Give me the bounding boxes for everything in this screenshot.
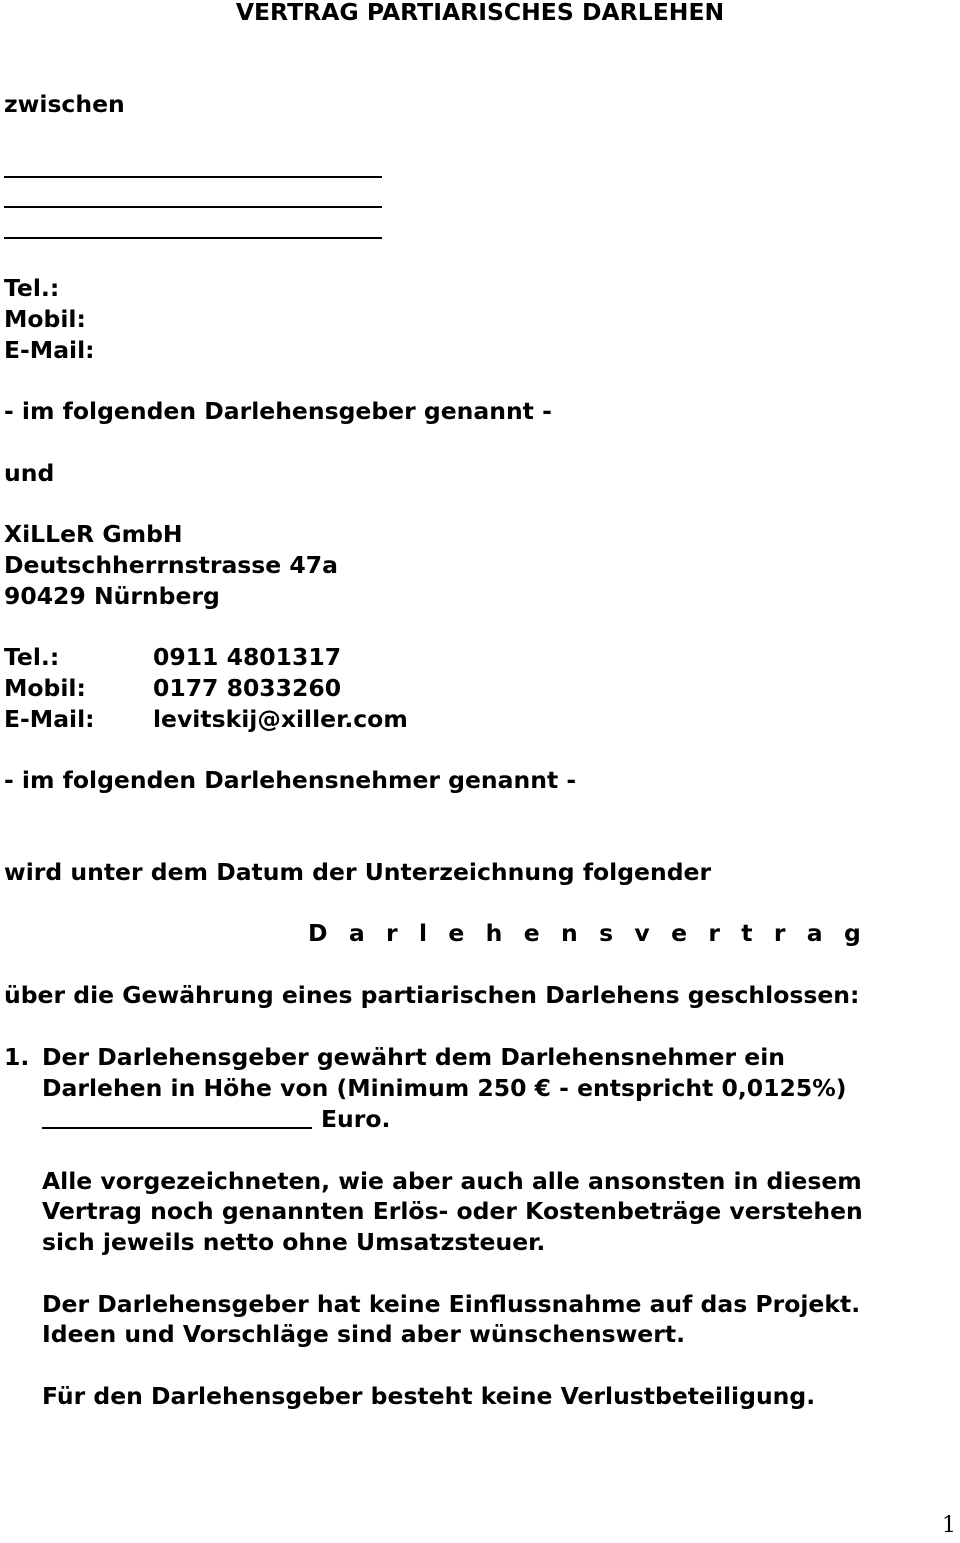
borrower-mobil-value: 0177 8033260 [153,674,342,702]
borrower-company: XiLLeR GmbH [4,520,183,548]
section-1-number: 1. [4,1043,30,1071]
section-1-para2-line-3: sich jeweils netto ohne Umsatzsteuer. [42,1228,546,1256]
loan-amount-blank [42,1127,312,1129]
lender-tel-label: Tel.: [4,274,60,302]
borrower-email-label: E-Mail: [4,705,95,733]
between-label: zwischen [4,90,125,118]
lender-email-label: E-Mail: [4,336,95,364]
lender-name-blank [4,176,382,178]
section-1-para3-line-2: Ideen und Vorschläge sind aber wünschenswert. [42,1320,685,1348]
lender-street-blank [4,206,382,208]
borrower-mobil-label: Mobil: [4,674,86,702]
borrower-tel-value: 0911 4801317 [153,643,342,671]
page-number: 1 [942,1513,956,1538]
borrower-street: Deutschherrnstrasse 47a [4,551,338,579]
borrower-email-value: levitskij@xiller.com [153,705,408,733]
contract-subject: über die Gewährung eines partiarischen Darlehens geschlossen: [4,981,860,1009]
and-label: und [4,459,55,487]
document-title: VERTRAG PARTIARISCHES DARLEHEN [235,0,725,26]
borrower-role: - im folgenden Darlehensnehmer genannt - [4,766,577,794]
section-1-para2-line-1: Alle vorgezeichneten, wie aber auch alle ansonsten in diesem [42,1167,862,1195]
section-1-line-2: Darlehen in Höhe von (Minimum 250 € - entspricht 0,0125%) [42,1074,847,1102]
lender-city-blank [4,237,382,239]
lender-mobil-label: Mobil: [4,305,86,333]
section-1-line-1: Der Darlehensgeber gewährt dem Darlehensnehmer ein [42,1043,785,1071]
lender-role: - im folgenden Darlehensgeber genannt - [4,397,552,425]
section-1-para2-line-2: Vertrag noch genannten Erlös- oder Kostenbeträge verstehen [42,1197,863,1225]
borrower-city: 90429 Nürnberg [4,582,220,610]
contract-intro: wird unter dem Datum der Unterzeichnung folgender [4,858,712,886]
contract-heading: D a r l e h e n s v e r t r a g [308,919,868,947]
section-1-line-3: Euro. [321,1105,391,1133]
section-1-para4-line-1: Für den Darlehensgeber besteht keine Verlustbeteiligung. [42,1382,816,1410]
section-1-para3-line-1: Der Darlehensgeber hat keine Einflussnahme auf das Projekt. [42,1290,861,1318]
borrower-tel-label: Tel.: [4,643,60,671]
